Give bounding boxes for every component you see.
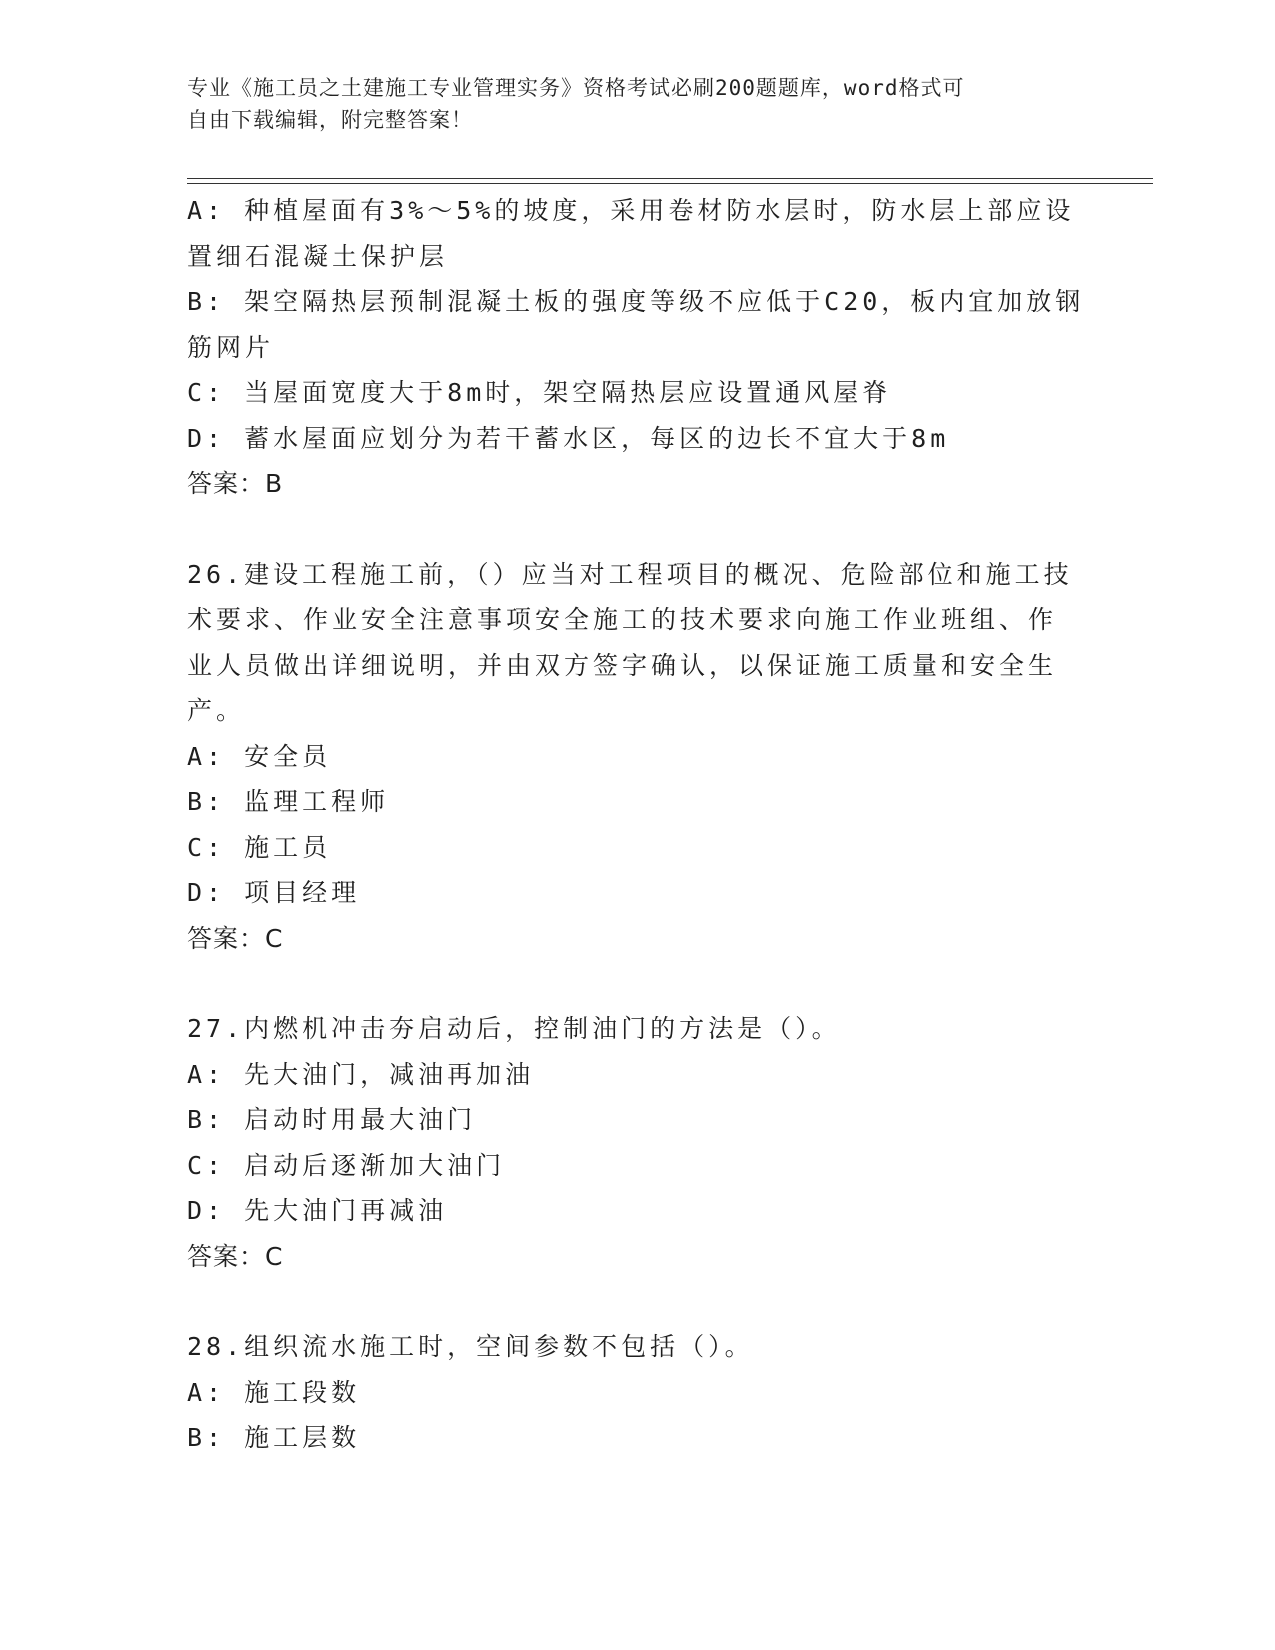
option-line: A: 先大油门，减油再加油 [187, 1059, 535, 1089]
question-text-line: 产。 [187, 696, 246, 725]
question-text-line: 业人员做出详细说明，并由双方签字确认，以保证施工质量和安全生 [187, 650, 1058, 680]
answer-line: 答案：C [187, 1241, 284, 1271]
question-block-28 [187, 1324, 1087, 1461]
option-line: B: 监理工程师 [187, 787, 390, 816]
document-header [187, 72, 1067, 136]
option-line: D: 先大油门再减油 [187, 1196, 448, 1225]
answer-line: 答案：C [187, 923, 284, 953]
header-title-line-1: 专业《施工员之土建施工专业管理实务》资格考试必刷200题题库，word格式可 [187, 76, 965, 100]
question-text-line: 28.组织流水施工时，空间参数不包括（）。 [187, 1332, 754, 1361]
option-line: B: 启动时用最大油门 [187, 1105, 477, 1134]
option-line: 置细石混凝土保护层 [187, 241, 449, 271]
question-text-line: 27.内燃机冲击夯启动后，控制油门的方法是（）。 [187, 1014, 841, 1043]
answer-line: 答案：B [187, 469, 284, 498]
question-list [187, 188, 1087, 1461]
option-line: A: 安全员 [187, 741, 332, 771]
option-line: B: 施工层数 [187, 1423, 361, 1452]
option-line: A: 种植屋面有3%～5%的坡度，采用卷材防水层时，防水层上部应设 [187, 196, 1075, 225]
option-line: A: 施工段数 [187, 1377, 361, 1407]
option-line: D: 项目经理 [187, 878, 361, 907]
header-divider-bottom [187, 183, 1153, 184]
option-line: C: 启动后逐渐加大油门 [187, 1150, 506, 1180]
question-text-line: 26.建设工程施工前，（）应当对工程项目的概况、危险部位和施工技 [187, 559, 1073, 589]
option-line: C: 施工员 [187, 832, 332, 862]
option-line: C: 当屋面宽度大于8m时，架空隔热层应设置通风屋脊 [187, 378, 892, 407]
header-divider-top [187, 178, 1153, 179]
option-line: 筋网片 [187, 332, 275, 362]
question-text-line: 术要求、作业安全注意事项安全施工的技术要求向施工作业班组、作 [187, 605, 1058, 634]
question-block-25 [187, 188, 1087, 507]
option-line: B: 架空隔热层预制混凝土板的强度等级不应低于C20，板内宜加放钢 [187, 287, 1085, 316]
question-block-26 [187, 552, 1087, 962]
question-block-27 [187, 1006, 1087, 1279]
option-line: D: 蓄水屋面应划分为若干蓄水区，每区的边长不宜大于8m [187, 423, 950, 453]
header-title-line-2: 自由下载编辑，附完整答案！ [187, 108, 473, 132]
